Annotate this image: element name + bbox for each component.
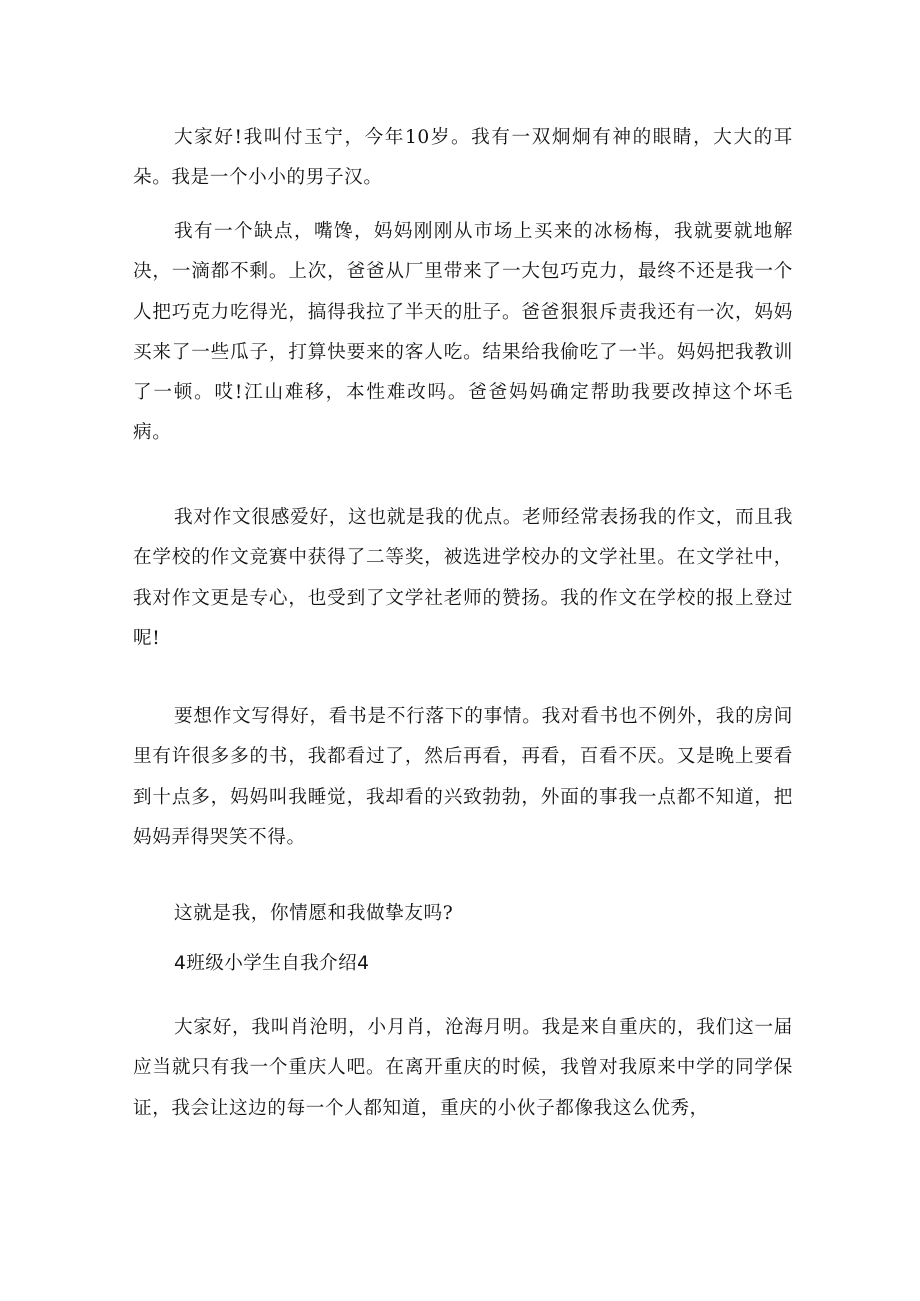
paragraph-reading: 要想作文写得好，看书是不行落下的事情。我对看书也不例外，我的房间里有许很多多的书，我都看过了，然后再看，再看，百看不厌。又是晚上要看到十点多，妈妈叫我睡觉，我却看的兴致勃勃，外面的事我一点都不知道，把妈妈弄得哭笑不得。 (133, 706, 793, 848)
paragraph-intro: 大家好!我叫付玉宁，今年10岁。我有一双炯炯有神的眼睛，大大的耳朵。我是一个小小的男子汉。 (133, 127, 793, 189)
paragraph-second-intro: 大家好，我叫肖沧明，小月肖，沧海月明。我是来自重庆的，我们这一届应当就只有我一个重庆人吧。在离开重庆的时候，我曾对我原来中学的同学保证，我会让这边的每一个人都知道，重庆的小伙子都像我这么优秀， (133, 1017, 793, 1119)
section-heading: 4班级小学生自我介绍4 (174, 953, 370, 974)
paragraph-closing: 这就是我，你情愿和我做挚友吗? (174, 903, 454, 924)
paragraph-shortcoming: 我有一个缺点，嘴馋，妈妈刚刚从市场上买来的冰杨梅，我就要就地解决，一滴都不剩。上次，爸爸从厂里带来了一大包巧克力，最终不还是我一个人把巧克力吃得光，搞得我拉了半天的肚子。爸爸狠狠斥责我还有一次，妈妈买来了一些瓜子，打算快要来的客人吃。结果给我偷吃了一半。妈妈把我教训了一顿。哎!江山难移，本性难改吗。爸爸妈妈确定帮助我要改掉这个坏毛病。 (133, 221, 793, 444)
paragraph-strength: 我对作文很感爱好，这也就是我的优点。老师经常表扬我的作文，而且我在学校的作文竞赛中获得了二等奖，被选进学校办的文学社里。在文学社中，我对作文更是专心，也受到了文学社老师的赞扬。我的作文在学校的报上登过呢! (133, 507, 793, 649)
